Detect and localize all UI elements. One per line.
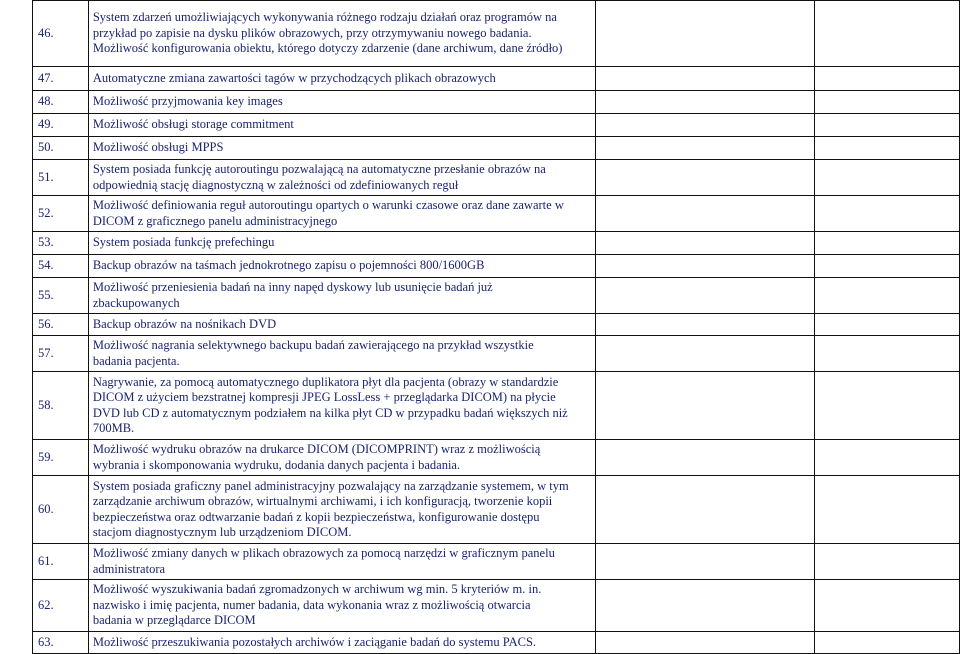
row-number: 61. [33,544,89,580]
row-number: 50. [33,137,89,160]
notes-cell[interactable] [814,255,959,278]
row-number: 57. [33,336,89,372]
answer-cell[interactable] [595,440,814,476]
notes-cell[interactable] [814,372,959,440]
requirement-description: Możliwość przeniesienia badań na inny napęd dyskowy lub usunięcie badań już zbackupowanych [88,278,595,314]
requirement-description: Automatyczne zmiana zawartości tagów w przychodzących plikach obrazowych [88,67,595,91]
notes-cell[interactable] [814,91,959,114]
answer-cell[interactable] [595,114,814,137]
row-number: 60. [33,476,89,544]
answer-cell[interactable] [595,336,814,372]
table-row [33,372,960,440]
notes-cell[interactable] [814,632,959,654]
row-number: 59. [33,440,89,476]
answer-cell[interactable] [595,372,814,440]
table-row [33,1,960,67]
table-row [33,278,960,314]
notes-cell[interactable] [814,440,959,476]
table-row [33,160,960,196]
answer-cell[interactable] [595,314,814,336]
row-number: 58. [33,372,89,440]
row-number: 51. [33,160,89,196]
table-row [33,137,960,160]
notes-cell[interactable] [814,232,959,255]
table-row [33,114,960,137]
notes-cell[interactable] [814,1,959,67]
answer-cell[interactable] [595,160,814,196]
row-number: 48. [33,91,89,114]
requirement-description: System posiada funkcję autoroutingu pozwalającą na automatyczne przesłanie obrazów na odpowiednią stację diagnostyczną w zależności od zdefiniowanych reguł [88,160,595,196]
notes-cell[interactable] [814,137,959,160]
table-row [33,67,960,91]
requirement-description: Możliwość nagrania selektywnego backupu badań zawierającego na przykład wszystkie badania pacjenta. [88,336,595,372]
requirement-description: Możliwość obsługi MPPS [88,137,595,160]
table-row [33,314,960,336]
notes-cell[interactable] [814,196,959,232]
table-row [33,544,960,580]
table-row [33,232,960,255]
table-row [33,476,960,544]
answer-cell[interactable] [595,232,814,255]
notes-cell[interactable] [814,336,959,372]
requirement-description: Możliwość obsługi storage commitment [88,114,595,137]
row-number: 47. [33,67,89,91]
row-number: 55. [33,278,89,314]
row-number: 62. [33,580,89,632]
requirement-description: Backup obrazów na nośnikach DVD [88,314,595,336]
table-row [33,255,960,278]
notes-cell[interactable] [814,278,959,314]
answer-cell[interactable] [595,196,814,232]
answer-cell[interactable] [595,476,814,544]
answer-cell[interactable] [595,632,814,654]
answer-cell[interactable] [595,544,814,580]
requirement-description: System zdarzeń umożliwiających wykonywania różnego rodzaju działań oraz programów na przykład po zapisie na dysku plików obrazowych, przy otrzymywaniu nowego badania. Możliwość konfigurowania obiektu, którego dotyczy zdarzenie (dane archiwum, dane źródło) [88,1,595,67]
answer-cell[interactable] [595,278,814,314]
row-number: 63. [33,632,89,654]
table-row [33,632,960,654]
requirements-table [32,0,960,654]
row-number: 54. [33,255,89,278]
table-row [33,196,960,232]
requirement-description: Backup obrazów na taśmach jednokrotnego zapisu o pojemności 800/1600GB [88,255,595,278]
requirement-description: Możliwość przyjmowania key images [88,91,595,114]
requirement-description: Możliwość definiowania reguł autoroutingu opartych o warunki czasowe oraz dane zawarte w DICOM z graficznego panelu administracyjnego [88,196,595,232]
answer-cell[interactable] [595,580,814,632]
requirements-table-body [33,1,960,654]
answer-cell[interactable] [595,67,814,91]
row-number: 49. [33,114,89,137]
row-number: 46. [33,1,89,67]
requirement-description: System posiada funkcję prefechingu [88,232,595,255]
answer-cell[interactable] [595,91,814,114]
requirement-description: System posiada graficzny panel administracyjny pozwalający na zarządzanie systemem, w tym zarządzanie archiwum obrazów, wirtualnymi archiwami, i ich konfiguracją, tworzenie kopii bezpieczeństwa oraz odtwarzanie badań z kopii bezpieczeństwa, konfigurowanie dostępu stacjom diagnostycznym lub urządzeniom DICOM. [88,476,595,544]
answer-cell[interactable] [595,137,814,160]
notes-cell[interactable] [814,580,959,632]
row-number: 52. [33,196,89,232]
requirement-description: Możliwość zmiany danych w plikach obrazowych za pomocą narzędzi w graficznym panelu administratora [88,544,595,580]
notes-cell[interactable] [814,544,959,580]
notes-cell[interactable] [814,67,959,91]
table-row [33,580,960,632]
table-row [33,91,960,114]
requirement-description: Możliwość przeszukiwania pozostałych archiwów i zaciąganie badań do systemu PACS. [88,632,595,654]
answer-cell[interactable] [595,1,814,67]
notes-cell[interactable] [814,476,959,544]
requirement-description: Nagrywanie, za pomocą automatycznego duplikatora płyt dla pacjenta (obrazy w standardzie DICOM z użyciem bezstratnej kompresji JPEG LossLess + przeglądarka DICOM) na płycie DVD lub CD z automatycznym podziałem na kilka płyt CD w przypadku badań większych niż 700MB. [88,372,595,440]
notes-cell[interactable] [814,160,959,196]
table-row [33,440,960,476]
requirement-description: Możliwość wydruku obrazów na drukarce DICOM (DICOMPRINT) wraz z możliwością wybrania i skomponowania wydruku, dodania danych pacjenta i badania. [88,440,595,476]
row-number: 56. [33,314,89,336]
answer-cell[interactable] [595,255,814,278]
notes-cell[interactable] [814,314,959,336]
table-row [33,336,960,372]
requirement-description: Możliwość wyszukiwania badań zgromadzonych w archiwum wg min. 5 kryteriów m. in. nazwisko i imię pacjenta, numer badania, data wykonania wraz z możliwością otwarcia badania w przeglądarce DICOM [88,580,595,632]
row-number: 53. [33,232,89,255]
notes-cell[interactable] [814,114,959,137]
